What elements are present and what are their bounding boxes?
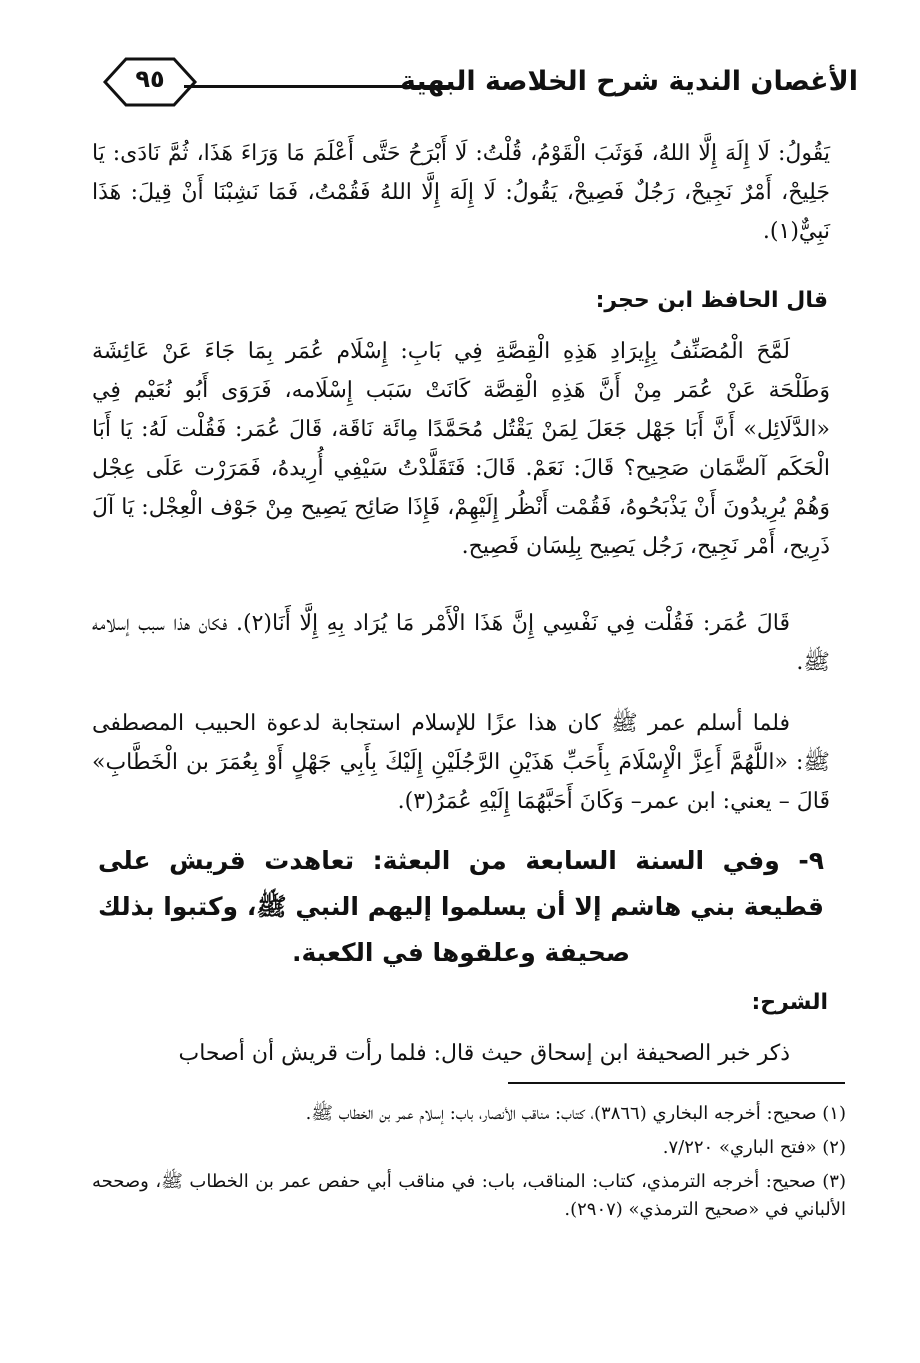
footnote-1: (١) صحيح: أخرجه البخاري (٣٨٦٦)، كتاب: مناقب الأنصار، باب: إسلام عمر بن الخطاب ﷺ. xyxy=(305,1103,846,1124)
sharh-paragraph: ذكر خبر الصحيفة ابن إسحاق حيث قال: فلما رأت قريش أن أصحاب xyxy=(178,1041,790,1066)
book-title: الأغصان الندية شرح الخلاصة البهية xyxy=(400,66,858,97)
paragraph-1 xyxy=(92,134,830,251)
paragraph-2 xyxy=(92,332,830,566)
main-text: ٩- وفي السنة السابعة من البعثة: تعاهدت قريش على قطيعة بني هاشم إلا أن يسلموا إليهم النبي ﷺ، وكتبوا بذلك صحيفة وعلقوها في الكعبة. xyxy=(98,846,824,967)
main-text-block xyxy=(98,838,824,976)
footnote-2: (٢) «فتح الباري» ٧/٢٢٠. xyxy=(662,1137,846,1158)
heading-sharh: الشرح: xyxy=(751,990,828,1015)
ibn-hajar-commentary: لَمَّحَ الْمُصَنِّفُ بِإِيرَادِ هَذِهِ الْقِصَّةِ فِي بَابِ: إِسْلَام عُمَر بِمَا جَاءَ عَنْ عَائِشَة وَطَلْحَة عَنْ عُمَر مِنْ أَنَّ هَذِهِ الْقِصَّة كَانَتْ سَبَب إِسْلَامه، فَرَوَى أَبُو نُعَيْم فِي «الدَّلَائِل» أَنَّ أَبَا جَهْل جَعَلَ لِمَنْ يَقْتُل مُحَمَّدًا مِائَة نَاقَة، قَالَ عُمَر: فَقُلْت لَهُ: يَا أَبَا الْحَكَم آلضَّمَان صَحِيح؟ قَالَ: نَعَمْ. قَالَ: فَتَقَلَّدْتُ سَيْفِي أُرِيدهُ، فَمَرَرْت عَلَى عِجْل وَهُمْ يُرِيدُونَ أَنْ يَذْبَحُوهُ، فَقُمْت أَنْظُر إِلَيْهِمْ، فَإِذَا صَائِح يَصِيح مِنْ جَوْف الْعِجْل: يَا آلَ ذَرِيح، أَمْر نَجِيح، رَجُل يَصِيح بِلِسَان فَصِيح. xyxy=(92,339,830,559)
footnotes xyxy=(92,1100,846,1230)
header-rule xyxy=(184,85,453,88)
footnote-separator xyxy=(508,1082,845,1084)
paragraph-5 xyxy=(92,1034,830,1073)
hadith-continuation: يَقُولُ: لَا إِلَهَ إِلَّا اللهُ، فَوَثَبَ الْقَوْمُ، قُلْتُ: لَا أَبْرَحُ حَتَّى أَعْلَمَ مَا وَرَاءَ هَذَا، ثُمَّ نَادَى: يَا جَلِيحْ، أَمْرٌ نَجِيحْ، رَجُلٌ فَصِيحْ، يَقُولُ: لَا إِلَهَ إِلَّا اللهُ فَقُمْتُ، فَمَا نَشِبْنَا أَنْ قِيلَ: هَذَا نَبِيٌّ(١). xyxy=(92,141,830,244)
footnote-3: (٣) صحيح: أخرجه الترمذي، كتاب: المناقب، باب: في مناقب أبي حفص عمر بن الخطاب ﷺ، وصححه الألباني في «صحيح الترمذي» (٢٩٠٧). xyxy=(92,1171,846,1220)
umar-statement: قَالَ عُمَر: فَقُلْت فِي نَفْسِي إِنَّ هَذَا الْأَمْر مَا يُرَاد بِهِ إِلَّا أَنَا(٢). فكان هذا سبب إسلامه ﷺ. xyxy=(92,611,830,675)
page-header xyxy=(102,52,858,114)
umar-islam-paragraph: فلما أسلم عمر ﷺ كان هذا عزًا للإسلام استجابة لدعوة الحبيب المصطفى ﷺ: «اللَّهُمَّ أَعِزَّ الْإِسْلَامَ بِأَحَبِّ هَذَيْنِ الرَّجُلَيْنِ إِلَيْكَ بِأَبِي جَهْلٍ أَوْ بِعُمَرَ بن الْخَطَّابِ» قَالَ – يعني: ابن عمر– وَكَانَ أَحَبَّهُمَا إِلَيْهِ عُمَرُ(٣). xyxy=(92,711,830,814)
heading-ibn-hajar: قال الحافظ ابن حجر: xyxy=(595,288,828,313)
page-number: ٩٥ xyxy=(135,65,165,93)
paragraph-3 xyxy=(92,604,830,682)
page-number-frame xyxy=(102,56,198,108)
paragraph-4 xyxy=(92,704,830,821)
